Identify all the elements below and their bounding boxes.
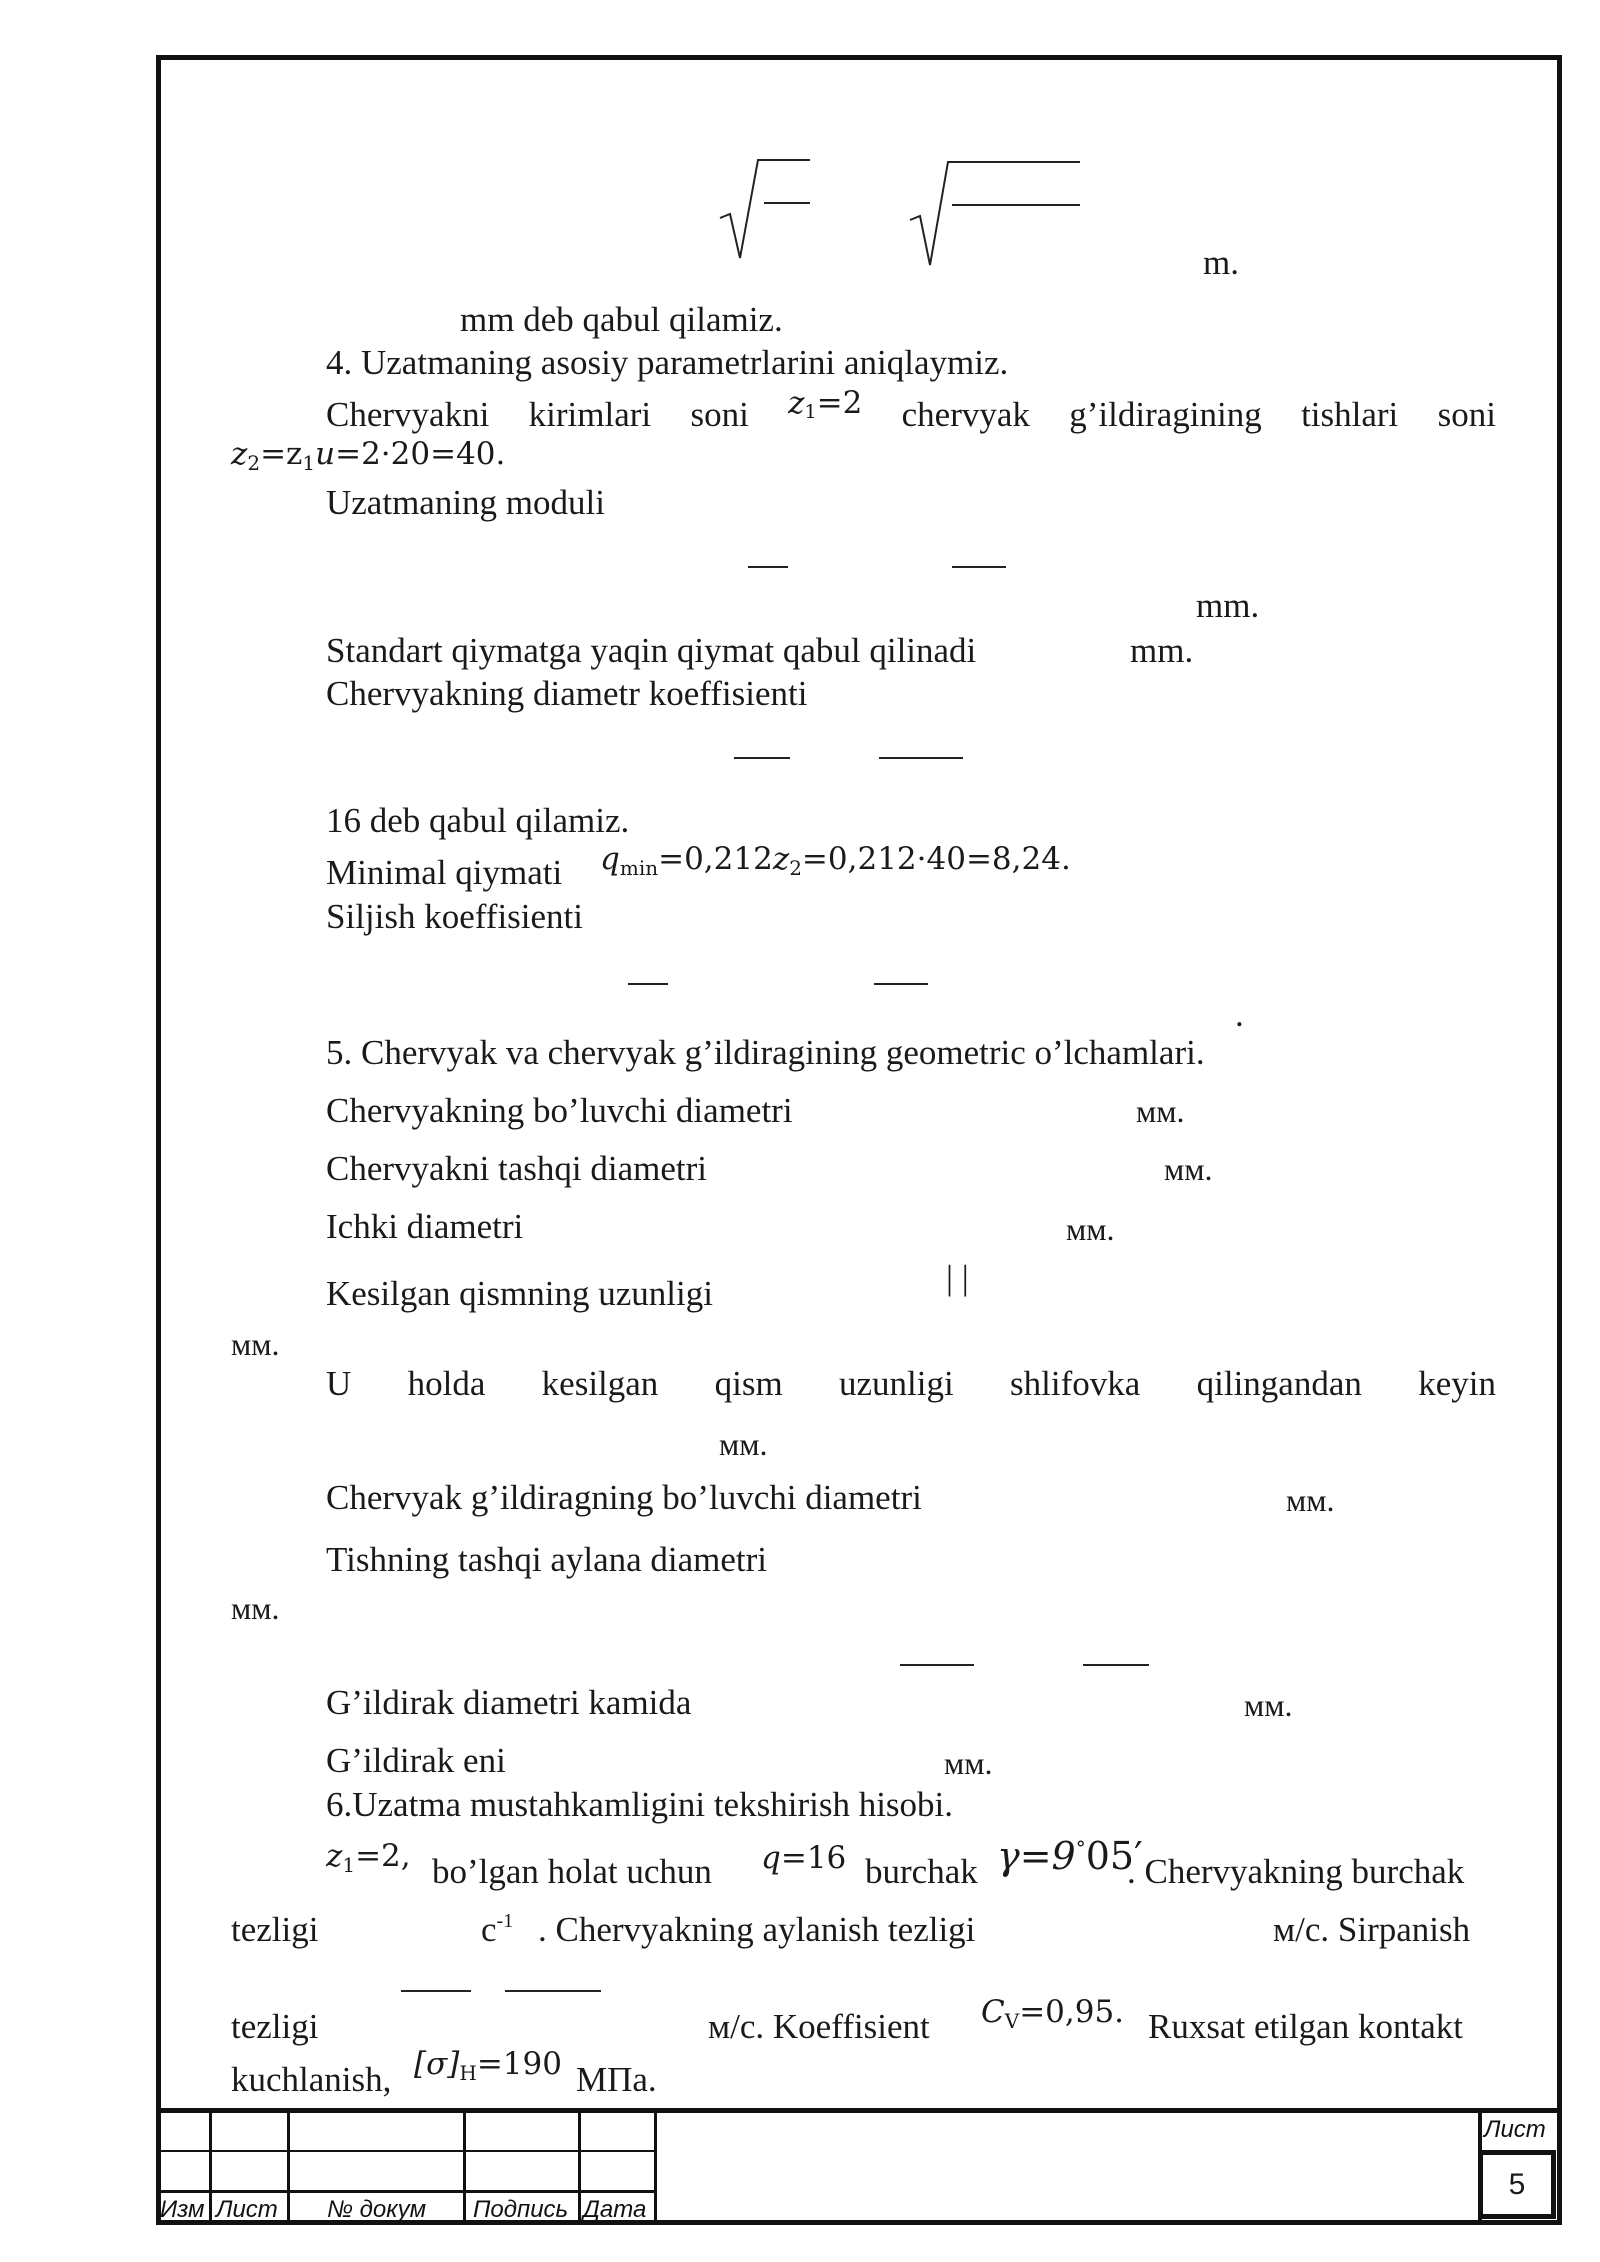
fraction-bar [1083,1664,1149,1666]
kuchlanish-text: kuchlanish, [231,2060,392,2099]
unit-mm: мм. [1286,1482,1335,1518]
stamp-date: Дата [583,2196,647,2223]
sqrt-radical-2 [908,160,1083,270]
z1-formula: $z_1=2$ [788,385,863,423]
word: tishlari [1301,395,1399,434]
word: kesilgan [541,1364,659,1403]
accept-16: 16 deb qabul qilamiz. [326,801,630,840]
worm-outer-diameter: Chervyakni tashqi diametri [326,1149,708,1188]
shift-coef-label: Siljish koeffisienti [326,897,583,936]
tooth-outer-diameter: Tishning tashqi aylana diametri [326,1540,768,1579]
stamp-row-line [156,2190,656,2193]
module-unit: mm. [1196,586,1260,625]
s4-paragraph-line1 [326,385,1496,435]
section-5-heading: 5. Chervyak va chervyak g’ildiragining geometric o’lchamlari. [326,1033,1205,1072]
diameter-coef-label: Chervyakning diametr koeffisienti [326,674,808,713]
c-unit: $c^{-1}$ [481,1910,514,1949]
qmin-formula: $q_{min}=0,212z_2=0,212\cdot 40=8,24$. [600,841,1071,880]
section-6-heading: 6.Uzatma mustahkamligini tekshirish hisobi. [326,1785,954,1824]
cv-formula: $C_V=0,95$. [981,1994,1125,2033]
fraction-bar [874,983,928,985]
stamp-col-line [654,2108,657,2225]
z2-formula: $z_2=z_1u=2\cdot 20=40$. [231,436,506,475]
word: shlifovka [1010,1364,1141,1403]
fraction-bar [505,1990,601,1992]
ms-sirpanish: м/с. Sirpanish [1273,1910,1471,1949]
worm-pitch-diameter: Chervyakning bo’luvchi diametri [326,1091,793,1130]
word: Chervyakni [326,395,490,434]
tezligi-2: tezligi [231,2007,319,2046]
sigma-formula: $[\sigma]_H=190$ [414,2046,562,2085]
fraction-bar [734,757,790,759]
word: kirimlari [528,395,652,434]
word: keyin [1418,1364,1496,1403]
unit-mm: мм. [1136,1093,1185,1129]
unit-mm: мм. [1066,1211,1115,1247]
word: soni [690,395,749,434]
trailing-dot: . [1235,995,1244,1034]
fraction-bar [900,1664,974,1666]
word: holda [407,1364,486,1403]
rotation-speed-text: . Chervyakning aylanish tezligi [538,1910,976,1949]
wheel-pitch-diameter: Chervyak g’ildiragning bo’luvchi diametri [326,1478,922,1517]
word: qism [714,1364,783,1403]
unit-mm: мм. [1164,1151,1213,1187]
stamp-col-line [578,2108,581,2225]
sheet-number: 5 [1508,2168,1526,2201]
ms-koef: м/с. Koeffisient [708,2007,930,2046]
wheel-min-diameter: G’ildirak diametri kamida [326,1683,692,1722]
fraction-bar [748,566,788,568]
section-4-heading: 4. Uzatmaning asosiy parametrlarini aniqlaymiz. [326,343,1009,382]
standard-value-line: Standart qiymatga yaqin qiymat qabul qilinadi [326,631,977,670]
stamp-col-line [209,2108,212,2225]
stamp-izm: Изм [160,2196,205,2223]
stamp-row-line [156,2150,656,2152]
grind-length-line [326,1364,1496,1404]
accept-mm: mm deb qabul qilamiz. [460,300,783,339]
stamp-list: Лист [216,2196,278,2223]
cut-length-label: Kesilgan qismning uzunligi [326,1274,713,1313]
stamp-col-line [287,2108,290,2225]
gamma-formula: γ=9°05′ [997,1834,1143,1878]
mpa-unit: МПа. [576,2060,657,2099]
word: g’ildiragining [1069,395,1262,434]
wheel-width: G’ildirak eni [326,1741,506,1780]
fraction-bar [401,1990,471,1992]
fraction-bar [879,757,963,759]
s6-text-a: bo’lgan holat uchun [432,1852,712,1891]
inner-diameter: Ichki diametri [326,1207,524,1246]
s6-z1-formula: $z_1=2$, [326,1838,411,1877]
unit-mm: мм. [719,1426,768,1462]
unit-mm: мм. [231,1326,280,1362]
stamp-top-line [156,2108,1562,2113]
word: U [326,1364,352,1403]
fraction-bar [952,566,1006,568]
word: uzunligi [839,1364,954,1403]
minimal-label: Minimal qiymati [326,853,563,892]
stamp-col-line [463,2108,466,2225]
abs-bars: | | [946,1258,969,1297]
tezligi-1: tezligi [231,1910,319,1949]
sheet-label: Лист [1484,2116,1546,2143]
word: chervyak [901,395,1030,434]
standard-unit: mm. [1130,631,1194,670]
ruxsat-text: Ruxsat etilgan kontakt [1148,2007,1463,2046]
sqrt-radical-1 [718,158,813,268]
word: qilingandan [1196,1364,1362,1403]
stamp-doc: № докум [327,2196,427,2223]
s6-text-b: burchak [865,1852,978,1891]
s6-text-c: . Chervyakning burchak [1127,1852,1465,1891]
unit-m: m. [1203,243,1239,282]
unit-mm: мм. [1244,1687,1293,1723]
stamp-sign: Подпись [473,2196,569,2223]
unit-mm: мм. [944,1745,993,1781]
s6-q-formula: q=16 [761,1840,847,1876]
module-label: Uzatmaning moduli [326,483,605,522]
fraction-bar [628,983,668,985]
word: soni [1437,395,1496,434]
unit-mm: мм. [231,1590,280,1626]
